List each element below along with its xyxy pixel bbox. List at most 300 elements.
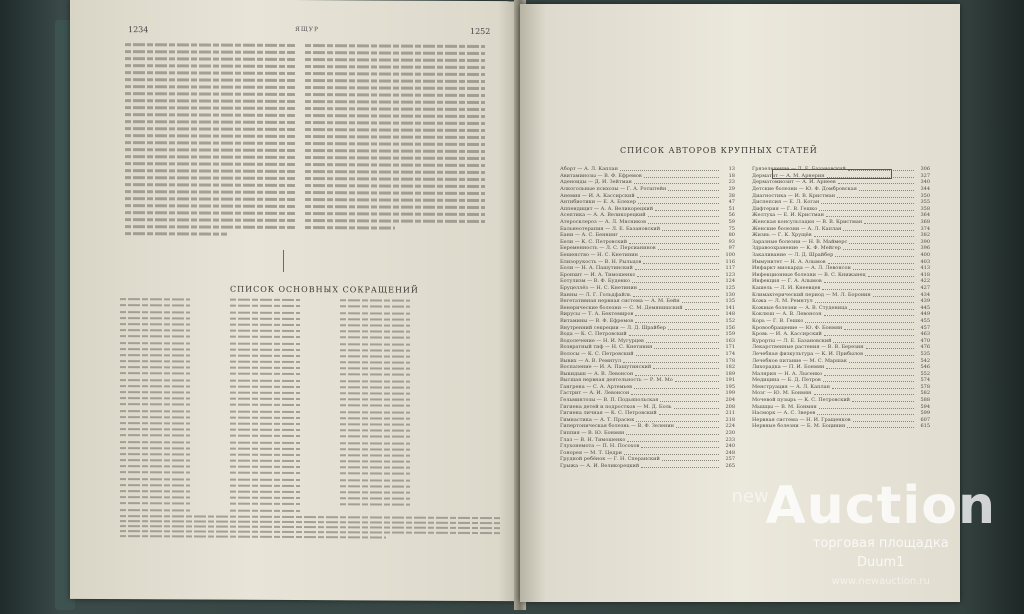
toc-entry-name: Выкидыш — А. В. Левонсон	[560, 370, 634, 377]
toc-entry-leader	[668, 187, 719, 191]
toc-entry	[752, 377, 930, 384]
toc-entry-page: 199	[725, 390, 735, 397]
toc-entry	[560, 206, 735, 213]
toc-entry	[752, 397, 930, 404]
toc-entry-page: 174	[725, 350, 735, 357]
toc-entry-page: 240	[725, 443, 735, 450]
toc-entry	[560, 397, 735, 404]
toc-entry-name: Гигиена детей и подростков — М. Д. Боль	[560, 403, 672, 410]
toc-entry-page: 208	[725, 403, 735, 410]
toc-entry-leader	[635, 312, 719, 316]
toc-entry	[752, 206, 930, 213]
toc-entry-leader	[865, 352, 914, 356]
toc-entry-leader	[682, 299, 719, 303]
toc-entry-leader	[868, 273, 914, 277]
toc-entry-page: 211	[725, 410, 735, 417]
toc-entry	[752, 410, 930, 417]
toc-entry-page: 191	[725, 377, 735, 384]
toc-entry-page: 124	[725, 278, 735, 285]
toc-entry-name: Глаз — В. Н. Тимошенко	[560, 436, 626, 443]
toc-entry-leader	[819, 207, 914, 211]
toc-entry	[560, 265, 735, 272]
toc-entry-page: 535	[920, 350, 930, 357]
toc-entry-leader	[660, 398, 719, 402]
watermark-prefix: new	[731, 486, 769, 507]
toc-entry	[752, 225, 930, 232]
toc-entry-name: Вывих — А. В. Ремнтул	[560, 357, 622, 364]
right-text-column	[305, 40, 485, 234]
toc-entry-page: 358	[920, 205, 930, 212]
toc-entry-leader	[629, 240, 719, 244]
toc-entry	[560, 337, 735, 344]
toc-entry-name: Жизнь — Г. К. Хрущёв	[752, 232, 812, 239]
toc-entry-name: Насморк — А. С. Зверев	[752, 410, 816, 417]
toc-entry-name: Аппендицит — А. А. Великорецкий	[560, 205, 654, 212]
toc-entry-name: Дерматомиозит — А. И. Арнеев	[752, 179, 836, 186]
toc-entry	[752, 186, 930, 193]
toc-entry-page: 125	[725, 284, 735, 291]
toc-entry-leader	[636, 352, 719, 356]
toc-entry	[752, 403, 930, 410]
toc-entry-leader	[676, 424, 719, 428]
toc-entry	[752, 311, 930, 318]
toc-entry-leader	[847, 424, 914, 428]
toc-entry-page: 364	[920, 212, 930, 219]
toc-entry-name: Заразные болезни — Н. В. Маймерс	[752, 238, 848, 245]
toc-entry-page: 327	[920, 172, 930, 179]
toc-entry-leader	[662, 227, 719, 231]
toc-entry-page: 230	[725, 430, 735, 437]
toc-entry	[560, 344, 735, 351]
toc-entry	[752, 258, 930, 265]
toc-entry-page: 204	[725, 397, 735, 404]
toc-entry-name: Кожные болезни — А. В. Студеница	[752, 304, 848, 311]
toc-entry-leader	[674, 405, 719, 409]
toc-entry-page: 403	[920, 258, 930, 265]
toc-entry	[560, 430, 735, 437]
toc-entry	[752, 291, 930, 298]
toc-entry	[560, 311, 735, 318]
toc-entry-leader	[675, 378, 719, 382]
toc-entry-page: 396	[920, 245, 930, 252]
toc-entry-leader	[824, 312, 914, 316]
toc-entry-name: Нервные болезни — Б. М. Боцинин	[752, 423, 846, 430]
toc-entry	[560, 173, 735, 180]
toc-entry-name: Лечебное питание — М. С. Маршак	[752, 357, 847, 364]
toc-entry-leader	[635, 372, 719, 376]
toc-entry-leader	[828, 260, 914, 264]
toc-entry-name: Грудной ребёнок — Г. Н. Сперанский	[560, 456, 660, 463]
toc-entry-leader	[835, 253, 914, 257]
toc-entry	[560, 423, 735, 430]
toc-entry	[752, 245, 930, 252]
toc-entry-leader	[632, 279, 719, 283]
toc-entry-page: 306	[920, 166, 930, 173]
toc-entry-name: Волосы — К. С. Петровский	[560, 350, 634, 357]
toc-entry-page: 117	[725, 265, 735, 272]
toc-entry-page: 59	[728, 219, 735, 226]
toc-entry-name: Бальнеотерапия — Л. Е. Базановский	[560, 225, 661, 232]
toc-entry-name: Мышцы — В. М. Бонмян	[752, 403, 817, 410]
toc-entry-leader	[838, 180, 914, 184]
toc-entry	[752, 219, 930, 226]
toc-entry-page: 422	[920, 278, 930, 285]
toc-entry	[560, 377, 735, 384]
toc-entry-name: Климактерический период — М. Л. Боронин	[752, 291, 871, 298]
abbreviations-title: СПИСОК ОСНОВНЫХ СОКРАЩЕНИЙ	[230, 284, 419, 295]
toc-entry-leader	[843, 246, 914, 250]
toc-entry-leader	[824, 372, 914, 376]
toc-entry-page: 574	[920, 377, 930, 384]
toc-entry	[752, 390, 930, 397]
toc-entry-name: Менструация — А. Л. Каплан	[752, 383, 830, 390]
toc-entry-name: Грязелечение — Л. Е. Базановский	[752, 166, 846, 173]
left-page-number-right: 1252	[470, 26, 491, 37]
toc-entry	[560, 390, 735, 397]
toc-entry-leader	[634, 385, 719, 389]
abbrev-column-2	[230, 295, 300, 516]
toc-entry-leader	[637, 273, 719, 277]
toc-entry	[560, 219, 735, 226]
toc-entry	[752, 331, 930, 338]
toc-entry-name: Близорукость — В. Н. Рыльцов	[560, 258, 642, 265]
toc-entry-leader	[644, 174, 719, 178]
toc-entry	[560, 272, 735, 279]
toc-entry	[752, 232, 930, 239]
toc-entry-page: 374	[920, 225, 930, 232]
toc-entry-leader	[833, 339, 914, 343]
watermark-url: www.newauction.ru	[831, 576, 930, 587]
toc-entry-name: Алкогольные психозы — Г. А. Ротштейн	[560, 186, 667, 193]
footnote	[120, 512, 500, 542]
toc-entry	[560, 318, 735, 325]
toc-entry	[560, 232, 735, 239]
toc-entry-page: 13	[728, 166, 735, 173]
toc-entry-name: Курорты — Л. Е. Базановский	[752, 337, 832, 344]
toc-entry-name: Воспаление — И. А. Пашутинский	[560, 364, 652, 371]
toc-entry-page: 455	[920, 317, 930, 324]
toc-entry	[560, 370, 735, 377]
toc-entry-name: Лихорадка — П. И. Бонмян	[752, 364, 825, 371]
toc-entry-name: Вегетативная нервная система — А. М. Бейн	[560, 298, 680, 305]
toc-entry-leader	[843, 227, 914, 231]
toc-entry-leader	[866, 345, 914, 349]
watermark-brand: Auction	[765, 476, 996, 536]
toc-entry-leader	[853, 266, 914, 270]
toc-entry-page: 224	[725, 423, 735, 430]
toc-entry	[752, 318, 930, 325]
toc-entry-page: 615	[920, 423, 930, 430]
toc-entry-name: Авитаминозы — В. Ф. Ефремов	[560, 172, 642, 179]
toc-entry-page: 171	[725, 344, 735, 351]
toc-entry-page: 368	[920, 219, 930, 226]
toc-entry-leader	[648, 220, 719, 224]
toc-entry-name: Асептика — А. А. Великорецкий	[560, 212, 646, 219]
toc-entry-leader	[627, 438, 719, 442]
toc-entry-name: Дерматит — А. М. Арнерин	[752, 172, 825, 179]
toc-entry-name: Здравоохранение — К. Ф. Мейгер	[752, 245, 841, 252]
toc-entry-page: 594	[920, 403, 930, 410]
toc-left-column	[560, 166, 735, 469]
toc-entry-name: Кожа — Л. М. Ремнтул	[752, 298, 813, 305]
toc-entry	[560, 252, 735, 259]
toc-entry-name: Коклюш — А. В. Левонсон	[752, 311, 822, 318]
toc-entry-name: Бруцеллёз — Н. С. Кнетинин	[560, 284, 638, 291]
toc-entry-leader	[641, 444, 719, 448]
toc-entry-name: Мозг — Ю. М. Бонмян	[752, 390, 812, 397]
abbrev-column-1	[120, 294, 190, 515]
toc-entry-name: Иммунитет — Н. А. Алымов	[752, 258, 826, 265]
toc-entry-page: 400	[920, 252, 930, 259]
toc-entry-leader	[641, 464, 719, 468]
toc-entry-leader	[805, 319, 914, 323]
toc-entry	[752, 344, 930, 351]
toc-entry-leader	[826, 213, 914, 217]
toc-entry-page: 390	[920, 238, 930, 245]
toc-entry-page: 463	[920, 331, 930, 338]
toc-entry-name: Детские болезни — Ю. Ф. Домбровская	[752, 186, 857, 193]
toc-entry-leader	[643, 260, 719, 264]
toc-entry-name: Кровообращение — Ю. Ф. Бонмян	[752, 324, 843, 331]
abbrev-column-3	[340, 295, 410, 510]
toc-entry-name: Инфекционные болезни — В. С. Книжанец	[752, 271, 866, 278]
toc-entry-leader	[817, 411, 914, 415]
toc-entry-name: Антибиотики — Е. А. Блехер	[560, 199, 636, 206]
toc-entry-name: Лекарственные растения — В. В. Березин	[752, 344, 864, 351]
toc-entry	[560, 324, 735, 331]
toc-entry-page: 148	[725, 311, 735, 318]
toc-entry-page: 80	[728, 232, 735, 239]
toc-entry-leader	[822, 286, 914, 290]
toc-entry	[752, 370, 930, 377]
toc-entry-name: Диагностика — И. В. Кристман	[752, 192, 836, 199]
toc-entry-name: Аденоиды — Д. И. Зейтман	[560, 179, 632, 186]
toc-entry-page: 56	[728, 212, 735, 219]
toc-entry-name: Глухонемота — П. Н. Посохов	[560, 443, 640, 450]
toc-entry-name: Кашель — Л. И. Кнеевцев	[752, 284, 821, 291]
toc-entry-page: 340	[920, 179, 930, 186]
toc-entry-name: Аборт — А. Л. Каплан	[560, 166, 618, 173]
toc-entry-page: 18	[728, 172, 735, 179]
toc-entry-name: Дифтерия — Г. В. Гешко	[752, 205, 818, 212]
toc-entry-leader	[832, 385, 914, 389]
toc-entry-page: 445	[920, 304, 930, 311]
toc-entry-name: Женская консультация — В. В. Кристман	[752, 219, 863, 226]
toc-entry-leader	[653, 365, 719, 369]
toc-entry-leader	[859, 187, 914, 191]
toc-entry-page: 427	[920, 284, 930, 291]
toc-entry-page: 476	[920, 344, 930, 351]
toc-entry-name: Атеросклероз — А. Л. Мясников	[560, 219, 646, 226]
toc-entry-leader	[814, 391, 915, 395]
toc-entry-page: 439	[920, 298, 930, 305]
toc-entry-leader	[626, 431, 719, 435]
toc-entry	[752, 384, 930, 391]
toc-entry-leader	[654, 345, 719, 349]
toc-entry-name: Бронхит — И. А. Тимошенко	[560, 271, 636, 278]
toc-entry-leader	[646, 339, 719, 343]
toc-entry-page: 546	[920, 364, 930, 371]
toc-entry-leader	[849, 359, 914, 363]
toc-entry-name: Водолечение — Н. И. Мугурцев	[560, 337, 644, 344]
watermark	[731, 476, 996, 587]
toc-entry-page: 218	[725, 416, 735, 423]
toc-entry-name: Гангрена — С. А. Артемьев	[560, 383, 632, 390]
toc-entry-name: Кровь — И. А. Кассирский	[752, 331, 822, 338]
toc-entry-name: Закаливание — Л. Д. Шрайбер	[752, 252, 834, 259]
toc-entry-leader	[658, 246, 719, 250]
toc-entry-name: Нервная система — Н. И. Гращенков	[752, 416, 851, 423]
toc-entry	[560, 186, 735, 193]
toc-entry	[560, 192, 735, 199]
toc-entry-page: 123	[725, 271, 735, 278]
toc-entry-name: Ботулизм — В. Ф. Буденко	[560, 278, 630, 285]
toc-entry	[560, 331, 735, 338]
toc-entry	[752, 337, 930, 344]
toc-entry-leader	[620, 233, 719, 237]
toc-entry	[560, 436, 735, 443]
toc-entry-page: 116	[725, 258, 735, 265]
toc-entry-name: Витамины — В. Ф. Ефремов	[560, 317, 634, 324]
toc-entry	[560, 450, 735, 457]
toc-entry-leader	[620, 167, 719, 171]
toc-entry-name: Гигиена личная — К. С. Петровский	[560, 410, 657, 417]
toc-entry-leader	[662, 457, 719, 461]
toc-entry-name: Гипертоническая болезнь — В. Ф. Зеленин	[560, 423, 674, 430]
toc-entry-leader	[659, 411, 719, 415]
toc-entry	[560, 351, 735, 358]
toc-entry	[560, 443, 735, 450]
toc-entry-leader	[640, 253, 719, 257]
toc-entry-page: 189	[725, 370, 735, 377]
toc-entry-leader	[823, 378, 914, 382]
toc-entry-name: Гимнастика — А. Т. Прасюк	[560, 416, 635, 423]
toc-entry-page: 159	[725, 331, 735, 338]
toc-entry-leader	[668, 326, 719, 330]
toc-entry-page: 470	[920, 337, 930, 344]
toc-entry	[752, 304, 930, 311]
toc-entry-page: 607	[920, 416, 930, 423]
toc-entry-leader	[853, 418, 914, 422]
toc-entry-leader	[629, 332, 719, 336]
toc-entry	[752, 423, 930, 430]
toc-entry-leader	[849, 306, 914, 310]
toc-entry-page: 152	[725, 317, 735, 324]
toc-entry	[560, 199, 735, 206]
toc-entry-page: 100	[725, 252, 735, 259]
toc-entry-leader	[637, 194, 719, 198]
toc-entry-name: Лечебная физкультура — К. И. Прибылов	[752, 350, 863, 357]
toc-entry-leader	[815, 299, 914, 303]
toc-entry-page: 233	[725, 436, 735, 443]
toc-entry	[752, 272, 930, 279]
toc-entry-page: 75	[728, 225, 735, 232]
left-text-column	[125, 39, 295, 240]
toc-entry	[560, 212, 735, 219]
toc-entry-leader	[639, 286, 719, 290]
toc-entry-page: 418	[920, 271, 930, 278]
toc-entry	[752, 265, 930, 272]
toc-entry-leader	[631, 391, 719, 395]
highlight-box	[772, 169, 892, 179]
toc-entry-name: Бани — А. С. Беннинг	[560, 232, 619, 239]
toc-entry-page: 248	[725, 449, 735, 456]
toc-entry-page: 29	[728, 186, 735, 193]
toc-entry	[560, 285, 735, 292]
toc-entry-name: Грыжа — А. И. Великорецкий	[560, 463, 640, 470]
toc-entry-page: 97	[728, 245, 735, 252]
toc-entry-page: 257	[725, 456, 735, 463]
toc-entry-name: Инфаркт миокарда — А. Л. Левонсон	[752, 265, 851, 272]
toc-entry-name: Беременность — Л. С. Персианинов	[560, 245, 656, 252]
toc-entry-page: 449	[920, 311, 930, 318]
toc-entry	[752, 351, 930, 358]
toc-entry	[560, 463, 735, 470]
toc-entry	[752, 324, 930, 331]
toc-entry-name: Возвратный тиф — Н. С. Кнетинин	[560, 344, 653, 351]
toc-entry-leader	[655, 207, 719, 211]
toc-entry	[560, 410, 735, 417]
toc-entry-page: 413	[920, 265, 930, 272]
toc-entry	[560, 239, 735, 246]
toc-entry-leader	[824, 332, 914, 336]
toc-entry-leader	[648, 213, 719, 217]
toc-entry	[560, 417, 735, 424]
toc-entry	[752, 239, 930, 246]
toc-entry-leader	[634, 180, 719, 184]
toc-entry-name: Вирусы — Т. А. Бектемиров	[560, 311, 634, 318]
toc-entry	[560, 384, 735, 391]
toc-entry-page: 434	[920, 291, 930, 298]
toc-entry	[560, 278, 735, 285]
toc-entry-leader	[636, 418, 719, 422]
toc-entry	[752, 179, 930, 186]
toc-entry-name: Малярия — Н. А. Лысенко	[752, 370, 823, 377]
toc-entry-name: Боли — Н. А. Пашутинский	[560, 265, 633, 272]
toc-entry-page: 552	[920, 370, 930, 377]
toc-entry-page: 130	[725, 291, 735, 298]
toc-entry	[560, 364, 735, 371]
toc-entry-name: Высшая нервная деятельность — Р. М. Мо	[560, 377, 673, 384]
toc-entry-name: Внутренний секреции — Л. Д. Шрайбер	[560, 324, 666, 331]
toc-entry-page: 355	[920, 199, 930, 206]
toc-entry-leader	[623, 359, 719, 363]
toc-entry-page: 344	[920, 186, 930, 193]
toc-right-column	[752, 166, 930, 430]
toc-entry	[752, 199, 930, 206]
toc-entry-page: 23	[728, 179, 735, 186]
toc-entry-name: Анемия — И. А. Кассирский	[560, 192, 635, 199]
toc-entry-page: 195	[725, 383, 735, 390]
toc-entry-page: 141	[725, 304, 735, 311]
toc-entry-name: Гонорея — М. Т. Цедри	[560, 449, 622, 456]
toc-entry-page: 178	[725, 357, 735, 364]
toc-entry-leader	[819, 405, 914, 409]
toc-entry-page: 93	[728, 238, 735, 245]
toc-entry-name: Венерические болезни — С. М. Демянишский	[560, 304, 683, 311]
toc-entry-page: 350	[920, 192, 930, 199]
toc-entry	[752, 192, 930, 199]
toc-entry-leader	[824, 279, 914, 283]
toc-entry-name: Гастрит — А. И. Левонсон	[560, 390, 630, 397]
toc-entry-page: 582	[920, 390, 930, 397]
toc-entry-page: 156	[725, 324, 735, 331]
toc-entry	[560, 225, 735, 232]
toc-entry-name: Гиппия — В. Ю. Бонмян	[560, 430, 625, 437]
toc-entry	[560, 245, 735, 252]
toc-entry-name: Диспепсия — Е. Л. Коган	[752, 199, 820, 206]
toc-entry-name: Гельминтозы — В. П. Подьяпольская	[560, 397, 659, 404]
